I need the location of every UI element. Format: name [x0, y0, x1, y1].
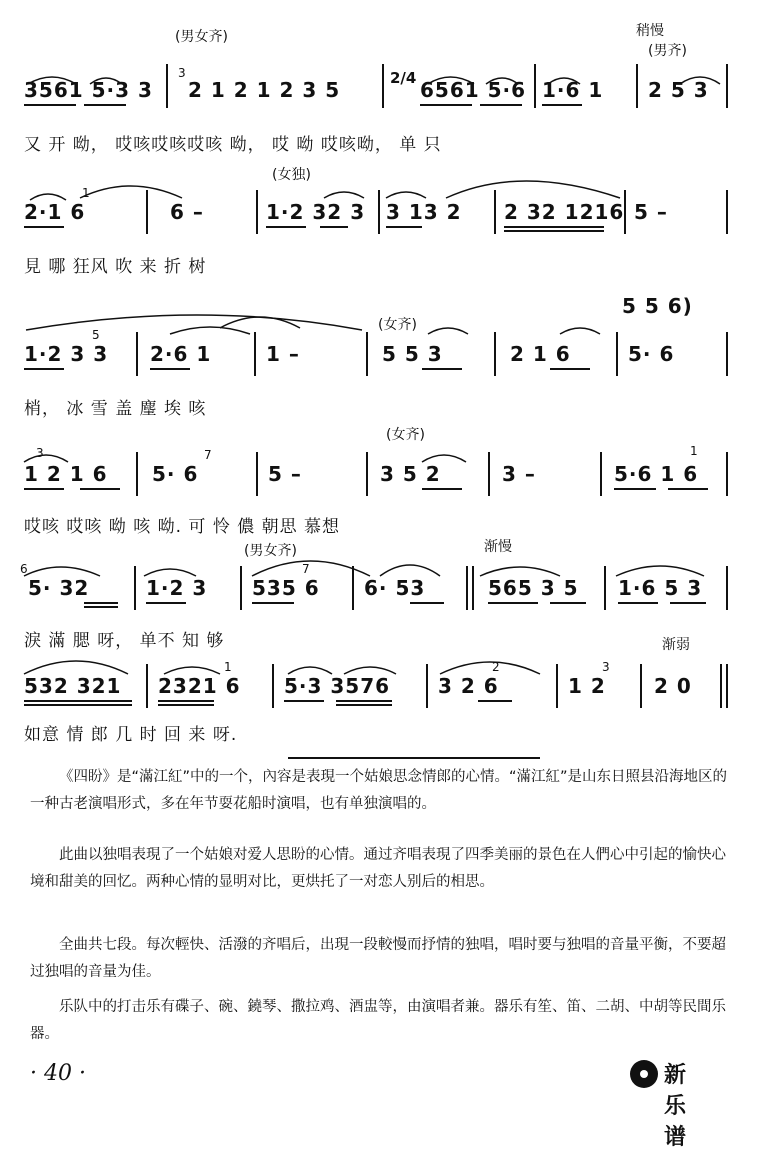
voice-mark: (男女齐)	[175, 29, 228, 45]
measure-notes: 1·2 3 3	[24, 342, 109, 366]
measure-notes: 5 5 3	[382, 342, 443, 366]
grace-note: 3	[178, 66, 186, 80]
slur-marks	[20, 306, 740, 346]
description-paragraph: 此曲以独唱表現了一个姑娘对爱人思盼的心情。通过齐唱表現了四季美丽的景色在人們心中引起的愉快心境和甜美的回忆。两种心情的显明对比，更烘托了一对恋人别后的相思。	[30, 847, 726, 890]
voice-mark: (男齐)	[648, 43, 687, 59]
measure-notes: 5 –	[268, 462, 302, 486]
measure-notes: 1 2 1 6	[24, 462, 108, 486]
grace-note: 7	[204, 448, 212, 462]
section-divider	[288, 757, 540, 759]
measure-notes: 5 –	[634, 200, 668, 224]
voice-mark: (女独)	[272, 167, 311, 183]
measure-notes: 6561 5·6	[420, 78, 527, 102]
lyrics-line: 見 哪 狂风 吹 来 折 树	[24, 257, 207, 277]
record-icon	[630, 1060, 658, 1088]
measure-notes: 6 –	[170, 200, 204, 224]
measure-notes: 6· 53	[364, 576, 426, 600]
grace-note: 2	[492, 660, 500, 674]
measure-notes: 2·1 6	[24, 200, 86, 224]
measure-notes: 2 1 2 1 2 3 5	[188, 78, 341, 102]
measure-notes: 1·6 5 3	[618, 576, 703, 600]
grace-note: 1	[224, 660, 232, 674]
lyrics-line: 哎咳 哎咳 呦 咳 呦. 可 怜 儂 朝思 慕想	[24, 517, 341, 537]
slur-marks	[20, 70, 720, 90]
measure-notes: 3561 5·3 3	[24, 78, 153, 102]
measure-notes: 2·6 1	[150, 342, 212, 366]
lyrics-line: 如意 情 郎 几 时 回 来 呀.	[24, 725, 238, 745]
grace-note: 5	[92, 328, 100, 342]
measure-notes: 1·6 1	[542, 78, 604, 102]
time-signature: 2/4	[390, 69, 417, 87]
description-paragraph: 全曲共七段。每次輕快、活潑的齐唱后，出現一段較慢而抒情的独唱，唱时要与独唱的音量平衡，不要超过独唱的音量为佳。	[30, 937, 726, 980]
measure-notes: 3 5 2	[380, 462, 441, 486]
grace-note: 3	[36, 446, 44, 460]
measure-notes: 5· 32	[28, 576, 90, 600]
lyrics-line: 又 开 呦， 哎咳哎咳哎咳 呦， 哎 呦 哎咳呦， 单 只	[24, 135, 442, 155]
grace-note: 6	[20, 562, 28, 576]
measure-notes: 2 0	[654, 674, 692, 698]
measure-notes: 1·2 3	[146, 576, 208, 600]
page-number: · 40 ·	[30, 1061, 86, 1086]
grace-note: 7	[302, 562, 310, 576]
voice-mark: (女齐)	[378, 317, 417, 333]
measure-notes: 2 1 6	[510, 342, 571, 366]
measure-notes: 1 –	[266, 342, 300, 366]
measure-notes: 1·2 32 3	[266, 200, 366, 224]
grace-note: 1	[82, 186, 90, 200]
tempo-mark: 稍慢	[636, 23, 664, 39]
voice-mark: (男女齐)	[244, 543, 297, 559]
measure-notes: 2 32 1216	[504, 200, 625, 224]
description-paragraph: 乐队中的打击乐有碟子、碗、鐃琴、撒拉鸡、酒盅等，由演唱者兼。器乐有笙、笛、二胡、中胡等民間乐器。	[30, 999, 726, 1042]
grace-note: 3	[602, 660, 610, 674]
dynamics-mark: 渐弱	[662, 637, 690, 653]
measure-notes: 2321 6	[158, 674, 241, 698]
measure-notes: 1 2	[568, 674, 606, 698]
logo-text: 新乐谱	[664, 1063, 687, 1150]
measure-notes: 532 321	[24, 674, 122, 698]
measure-notes: 535 6	[252, 576, 320, 600]
tempo-mark: 渐慢	[484, 539, 512, 555]
description-paragraph: 《四盼》是“滿江紅”中的一个，內容是表現一个姑娘思念情郎的心情。“滿江紅”是山东日照县沿海地区的一种古老演唱形式，多在年节耍花船时演唱，也有单独演唱的。	[30, 769, 728, 812]
measure-notes: 5·3 3576	[284, 674, 391, 698]
grace-note: 1	[690, 444, 698, 458]
measure-notes: 5· 6	[628, 342, 675, 366]
measure-notes: 565 3 5	[488, 576, 579, 600]
lyrics-line: 梢， 冰 雪 盖 麈 埃 咳	[24, 399, 207, 419]
lyrics-line: 淚 滿 腮 呀， 单不 知 够	[24, 631, 225, 651]
voice-mark: (女齐)	[386, 427, 425, 443]
measure-notes: 2 5 3	[648, 78, 709, 102]
ornament-notes: 5 5 6)	[622, 294, 693, 318]
measure-notes: 3 13 2	[386, 200, 462, 224]
measure-notes: 5·6 1 6	[614, 462, 699, 486]
measure-notes: 3 2 6	[438, 674, 499, 698]
measure-notes: 3 –	[502, 462, 536, 486]
measure-notes: 5· 6	[152, 462, 199, 486]
